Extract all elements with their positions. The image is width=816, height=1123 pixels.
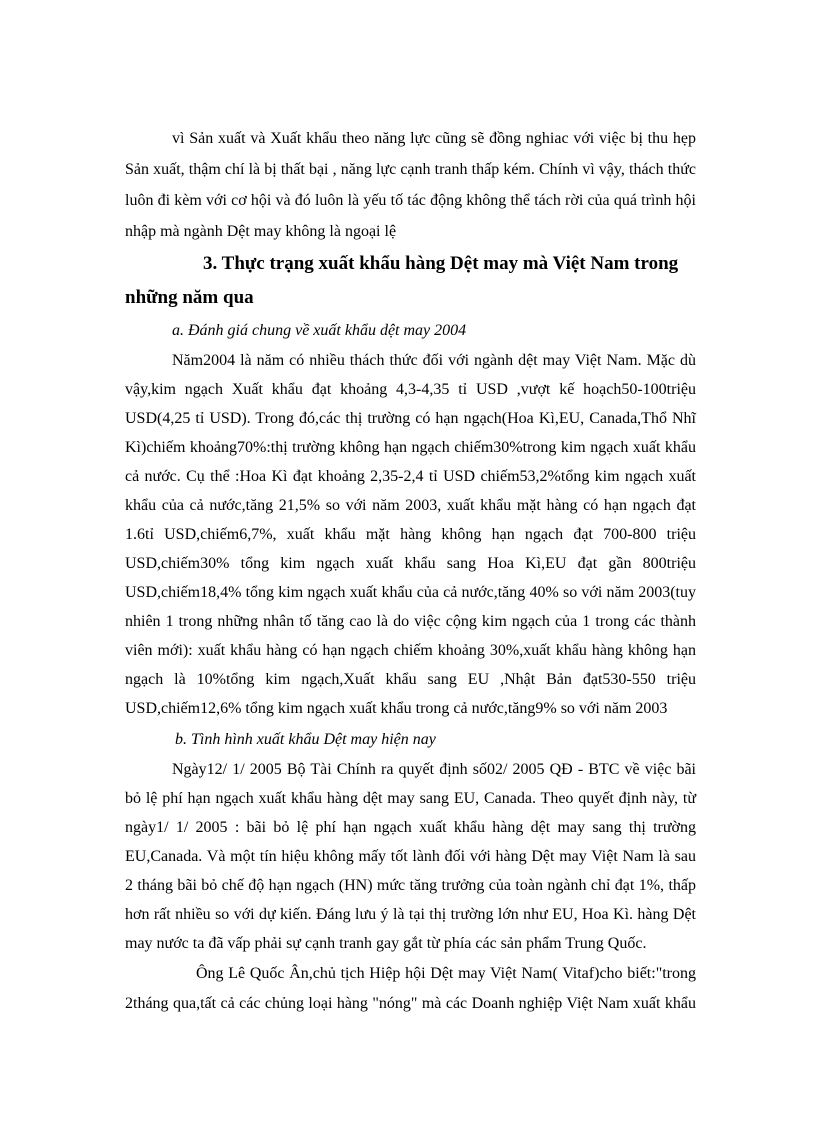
paragraph-line: 2tháng qua,tất cả các chủng loại hàng "nóng" mà các Doanh nghiệp Việt Nam xuất khẩu — [125, 995, 696, 1012]
paragraph-line: khẩu của cả nước,tăng 21,5% so với năm 2003, xuất khẩu mặt hàng có hạn ngạch đạt — [125, 497, 696, 514]
paragraph-line: Ngày12/ 1/ 2005 Bộ Tài Chính ra quyết định số02/ 2005 QĐ - BTC về việc bãi — [172, 761, 696, 778]
paragraph-line: Ông Lê Quốc Ân,chủ tịch Hiệp hội Dệt may Việt Nam( Vitaf)cho biết:"trong — [196, 965, 696, 982]
paragraph-line: 2 tháng bãi bỏ chế độ hạn ngạch (HN) mức tăng trưởng của toàn ngành chỉ đạt 1%, thấp — [125, 877, 696, 894]
paragraph-line: EU,Canada. Và một tín hiệu không mấy tốt lành đối với hàng Dệt may Việt Nam là sau — [125, 848, 696, 865]
paragraph-line: ngày1/ 1/ 2005 : bãi bỏ lệ phí hạn ngạch xuất khẩu hàng dệt may sang thị trường — [125, 819, 696, 836]
paragraph-line: 1.6tỉ USD,chiếm6,7%, xuất khẩu mặt hàng không hạn ngạch đạt 700-800 triệu — [125, 526, 696, 543]
paragraph-line: Sản xuất, thậm chí là bị thất bại , năng lực cạnh tranh thấp kém. Chính vì vậy, thách thức — [125, 161, 696, 178]
paragraph-line: ngạch là 10%tổng kim ngạch,Xuất khẩu sang EU ,Nhật Bản đạt530-550 triệu — [125, 671, 696, 688]
paragraph-line: cả nước. Cụ thể :Hoa Kì đạt khoảng 2,35-2,4 tỉ USD chiếm53,2%tổng kim ngạch xuất — [125, 468, 696, 485]
paragraph-line: nhiên 1 trong những nhân tố tăng cao là do việc cộng kim ngạch của 1 trong các thành — [125, 613, 696, 630]
paragraph-line: hơn rất nhiều so với dự kiến. Đáng lưu ý là tại thị trường lớn như EU, Hoa Kì. hàng Dệt — [125, 906, 696, 923]
paragraph-line: Kì)chiếm khoảng70%:thị trường không hạn ngạch chiếm30%trong kim ngạch xuất khẩu — [125, 439, 696, 456]
paragraph-line: viên mới): xuất khẩu hàng có hạn ngạch chiếm khoảng 30%,xuất khẩu hàng không hạn — [125, 642, 696, 659]
section-heading: 3. Thực trạng xuất khẩu hàng Dệt may mà Việt Nam trong — [203, 253, 679, 274]
subsection-title-a: a. Đánh giá chung về xuất khẩu dệt may 2004 — [172, 322, 467, 339]
paragraph-line: nhập mà ngành Dệt may không là ngoại lệ — [125, 223, 397, 240]
section-heading-continued: những năm qua — [125, 287, 254, 308]
paragraph-line: USD,chiếm12,6% tổng kim ngạch xuất khẩu trong cả nước,tăng9% so với năm 2003 — [125, 700, 668, 717]
paragraph-line: may nước ta đã vấp phải sự cạnh tranh gay gắt từ phía các sản phẩm Trung Quốc. — [125, 935, 647, 952]
paragraph-line: Năm2004 là năm có nhiều thách thức đối với ngành dệt may Việt Nam. Mặc dù — [172, 352, 696, 369]
paragraph-line: USD,chiếm18,4% tổng kim ngạch xuất khẩu của cả nước,tăng 40% so với năm 2003(tuy — [125, 584, 696, 601]
paragraph-line: vậy,kim ngạch Xuất khẩu đạt khoảng 4,3-4,35 tỉ USD ,vượt kế hoạch50-100triệu — [125, 381, 696, 398]
paragraph-line: luôn đi kèm với cơ hội và đó luôn là yếu tố tác động không thể tách rời của quá trình hội — [125, 192, 696, 209]
paragraph-line: USD(4,25 tỉ USD). Trong đó,các thị trường có hạn ngạch(Hoa Kì,EU, Canada,Thổ Nhĩ — [125, 410, 696, 427]
paragraph-line: vì Sản xuất và Xuất khẩu theo năng lực cũng sẽ đồng nghiac với việc bị thu hẹp — [172, 130, 696, 147]
paragraph-line: USD,chiếm30% tổng kim ngạch xuất khẩu sang Hoa Kì,EU đạt gần 800triệu — [125, 555, 696, 572]
paragraph-line: bỏ lệ phí hạn ngạch xuất khẩu hàng dệt may sang EU, Canada. Theo quyết định này, từ — [125, 790, 696, 807]
subsection-title-b: b. Tình hình xuất khẩu Dệt may hiện nay — [175, 731, 436, 748]
